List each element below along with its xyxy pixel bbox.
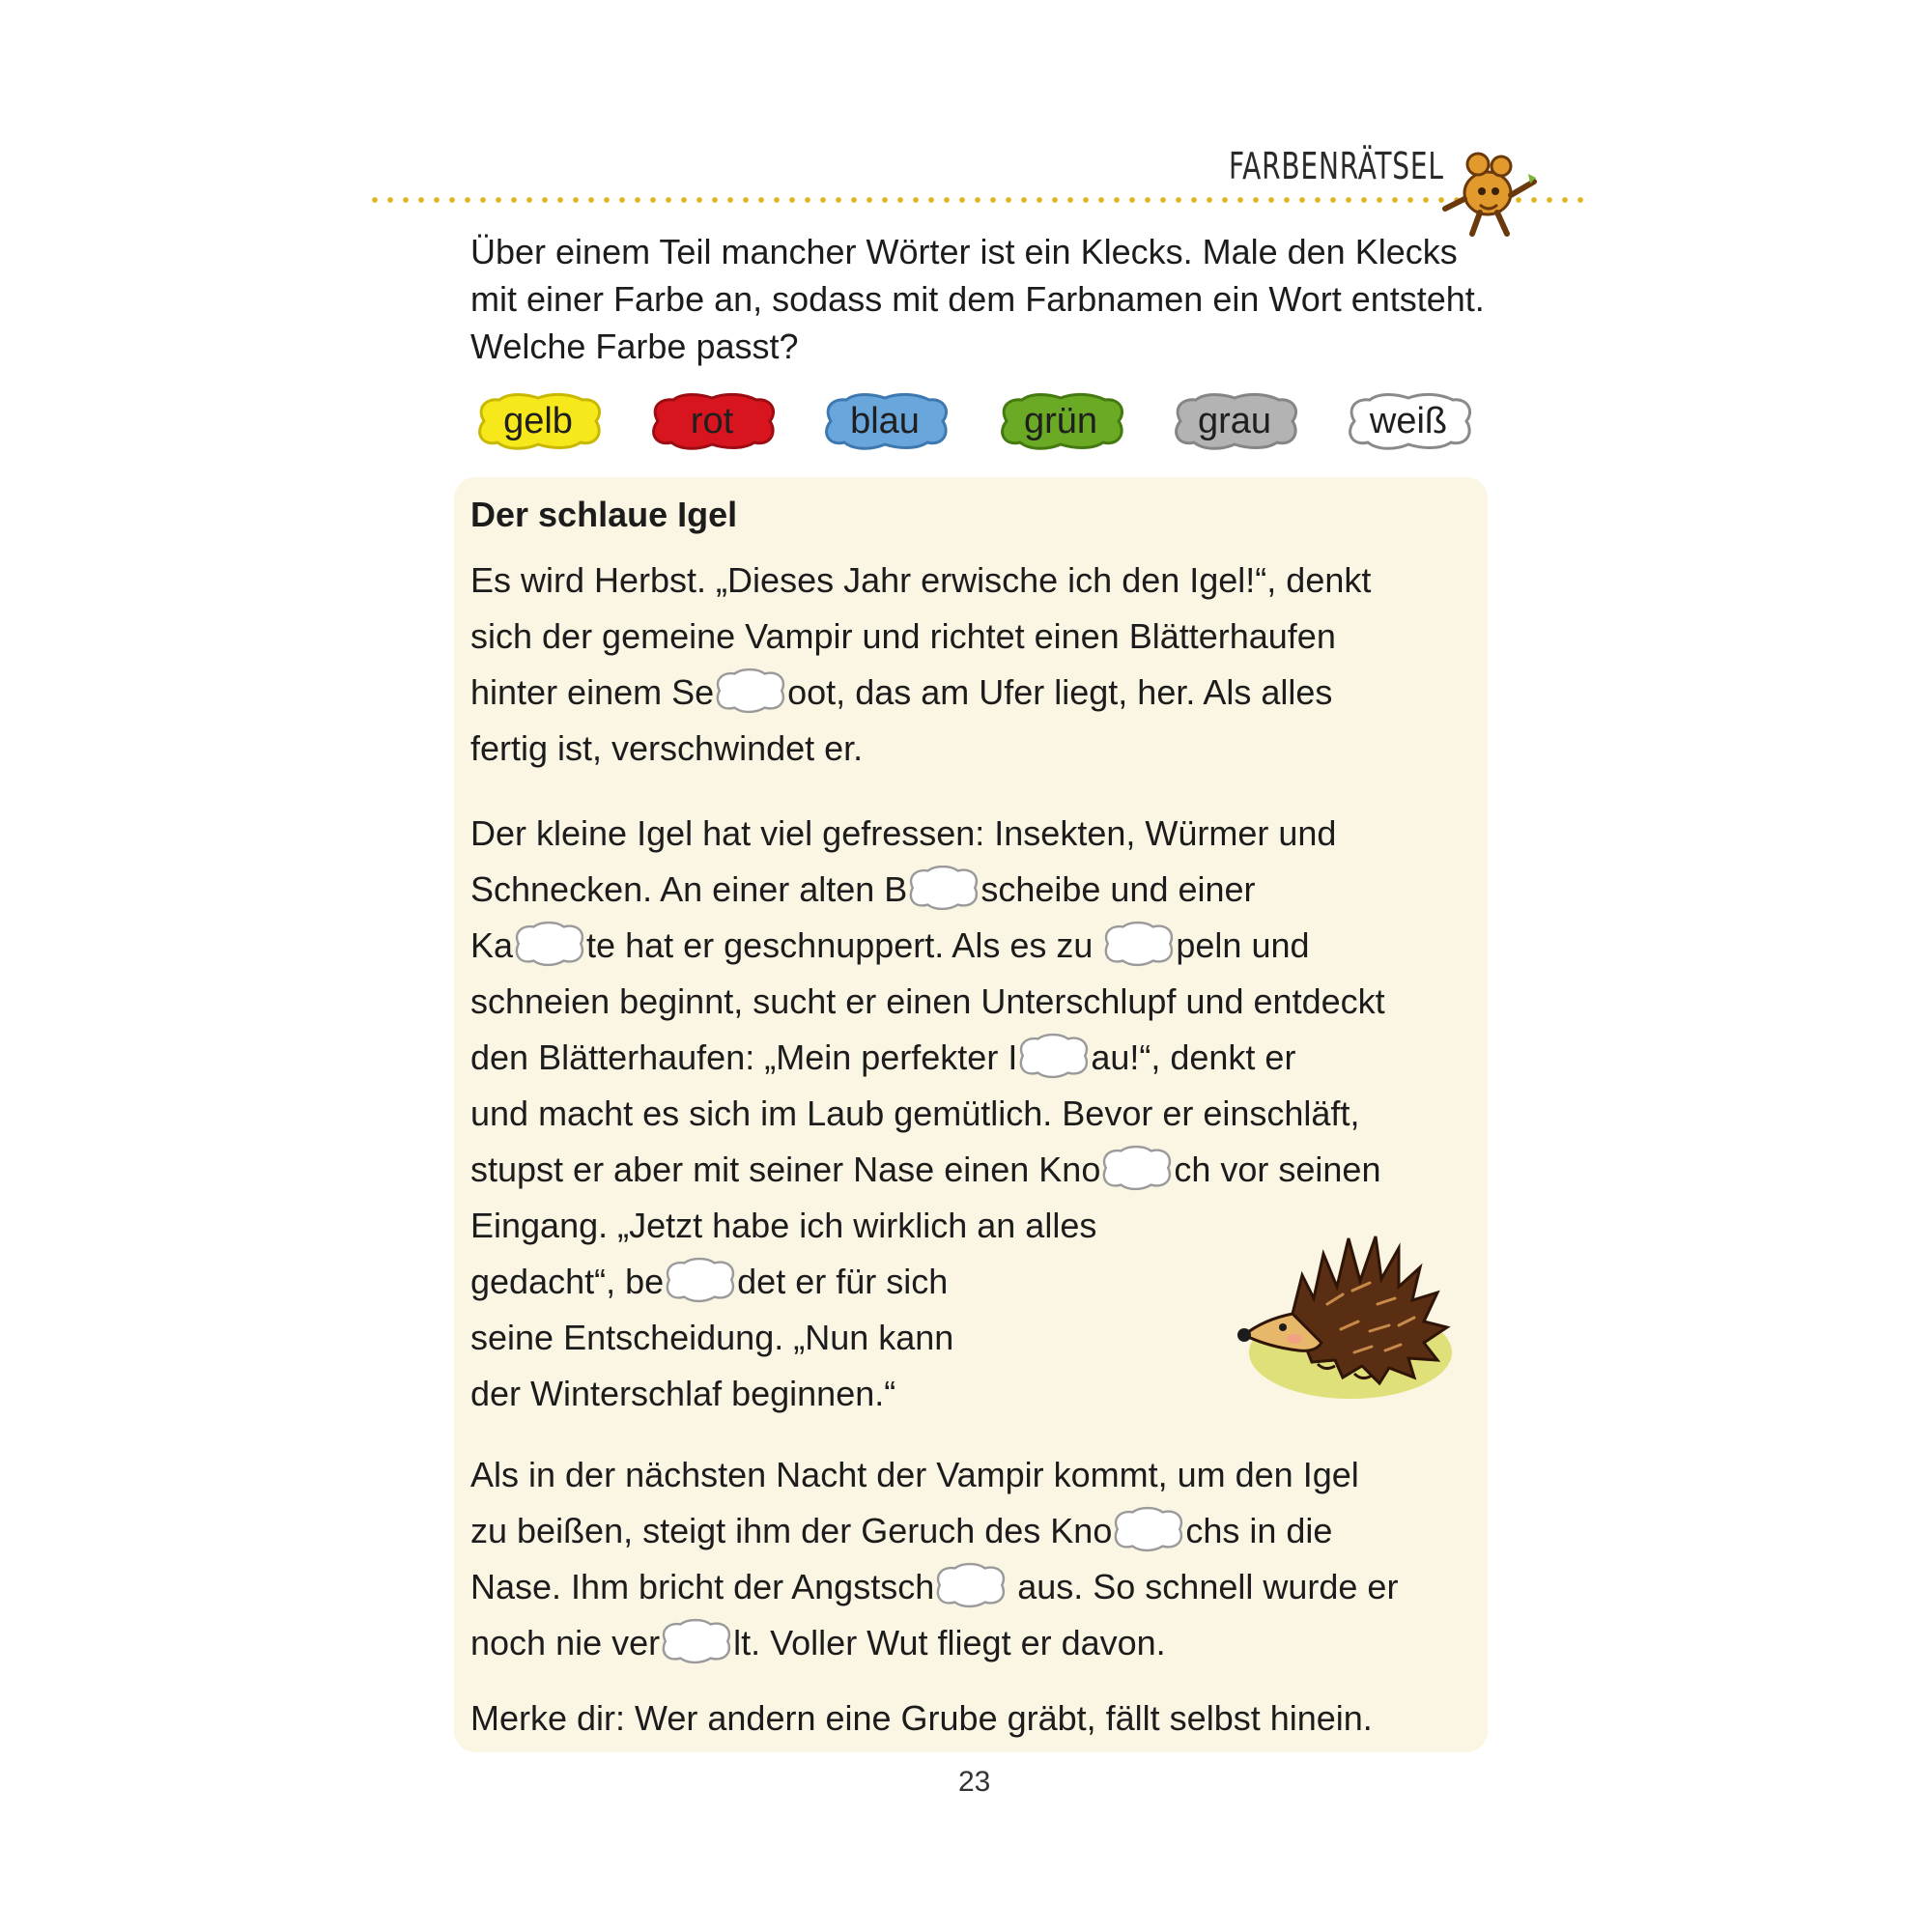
story-line <box>470 1567 1398 1606</box>
color-blob-blau <box>817 386 952 456</box>
story-text-fragment: noch nie ver <box>470 1623 661 1662</box>
story-text-fragment: Nase. Ihm bricht der Angstsch <box>470 1567 935 1606</box>
blank-blob[interactable] <box>1098 1143 1176 1193</box>
page-number: 23 <box>958 1766 991 1798</box>
color-blob-label: gelb <box>503 400 573 441</box>
story-line <box>470 1037 1295 1077</box>
story-line: Als in der nächsten Nacht der Vampir kommt, um den Igel <box>470 1455 1359 1494</box>
blank-blob[interactable] <box>511 919 588 969</box>
story-line: sich der gemeine Vampir und richtet einen Blätterhaufen <box>470 616 1336 656</box>
instruction-text: Über einem Teil mancher Wörter ist ein Klecks. Male den Klecks mit einer Farbe an, sodass mit dem Farbnamen ein Wort entsteht. Welche Farbe passt? <box>470 232 1485 366</box>
dotted-divider <box>367 197 1586 203</box>
story-text-fragment: Schnecken. An einer alten B <box>470 869 908 909</box>
story-line: und macht es sich im Laub gemütlich. Bevor er einschläft, <box>470 1094 1360 1133</box>
story-text-fragment: hinter einem Se <box>470 672 715 712</box>
story-text-fragment: Ka <box>470 925 514 965</box>
story-text-fragment: den Blätterhaufen: „Mein perfekter I <box>470 1037 1018 1077</box>
story-text-fragment: oot, das am Ufer liegt, her. Als alles <box>787 672 1333 712</box>
story-text-fragment: ch vor seinen <box>1174 1150 1381 1189</box>
blank-blob[interactable] <box>662 1255 739 1305</box>
color-blob-grün <box>993 386 1128 456</box>
color-blob-label: weiß <box>1369 400 1448 441</box>
story-paragraph-1 <box>470 553 1494 777</box>
hedgehog-illustration <box>1235 1198 1462 1406</box>
section-title: FARBENRÄTSEL <box>1229 145 1444 187</box>
color-blob-grau <box>1167 386 1302 456</box>
story-text-fragment: chs in die <box>1185 1511 1333 1550</box>
story-text-fragment: lt. Voller Wut fliegt er davon. <box>733 1623 1166 1662</box>
color-blob-rot <box>644 386 780 456</box>
story-line <box>470 1262 948 1301</box>
blank-blob[interactable] <box>932 1560 1009 1610</box>
story-text-fragment: scheibe und einer <box>980 869 1256 909</box>
color-blob-label: grau <box>1197 400 1272 441</box>
story-text-fragment: zu beißen, steigt ihm der Geruch des Kno <box>470 1511 1113 1550</box>
story-line <box>470 1150 1380 1189</box>
story-line <box>470 925 1310 965</box>
blank-blob[interactable] <box>1015 1031 1093 1081</box>
mascot-illustration <box>1439 145 1541 242</box>
story-line <box>470 1623 1166 1662</box>
blank-blob[interactable] <box>905 863 982 913</box>
blank-blob[interactable] <box>1110 1504 1187 1554</box>
blank-blob[interactable] <box>712 666 789 716</box>
story-text-fragment: te hat er geschnuppert. Als es zu <box>586 925 1103 965</box>
story-text-fragment: au!“, denkt er <box>1091 1037 1296 1077</box>
blank-blob[interactable] <box>658 1616 735 1666</box>
color-blob-label: blau <box>850 400 920 441</box>
story-text-fragment: aus. So schnell wurde er <box>1008 1567 1399 1606</box>
story-line: der Winterschlaf beginnen.“ <box>470 1374 896 1413</box>
story-line: seine Entscheidung. „Nun kann <box>470 1318 954 1357</box>
color-blob-label: rot <box>690 400 734 441</box>
story-line: Es wird Herbst. „Dieses Jahr erwische ich den Igel!“, denkt <box>470 560 1372 600</box>
story-title: Der schlaue Igel <box>470 495 738 534</box>
blank-blob[interactable] <box>1100 919 1178 969</box>
color-blob-gelb <box>470 386 606 456</box>
story-text-fragment: peln und <box>1176 925 1310 965</box>
story-line <box>470 672 1332 712</box>
story-text-fragment: gedacht“, be <box>470 1262 665 1301</box>
story-moral: Merke dir: Wer andern eine Grube gräbt, fällt selbst hinein. <box>470 1698 1373 1738</box>
color-blob-label: grün <box>1023 400 1098 441</box>
color-blob-weiß <box>1341 386 1476 456</box>
story-text-fragment: stupst er aber mit seiner Nase einen Kno <box>470 1150 1101 1189</box>
story-text-fragment: det er für sich <box>737 1262 949 1301</box>
story-line <box>470 869 1256 909</box>
story-line: Der kleine Igel hat viel gefressen: Insekten, Würmer und <box>470 813 1337 853</box>
story-line: Eingang. „Jetzt habe ich wirklich an alles <box>470 1206 1097 1245</box>
story-paragraph-3 <box>470 1447 1494 1671</box>
story-line <box>470 1511 1332 1550</box>
story-line: schneien beginnt, sucht er einen Unterschlupf und entdeckt <box>470 981 1385 1021</box>
story-line: fertig ist, verschwindet er. <box>470 728 864 768</box>
